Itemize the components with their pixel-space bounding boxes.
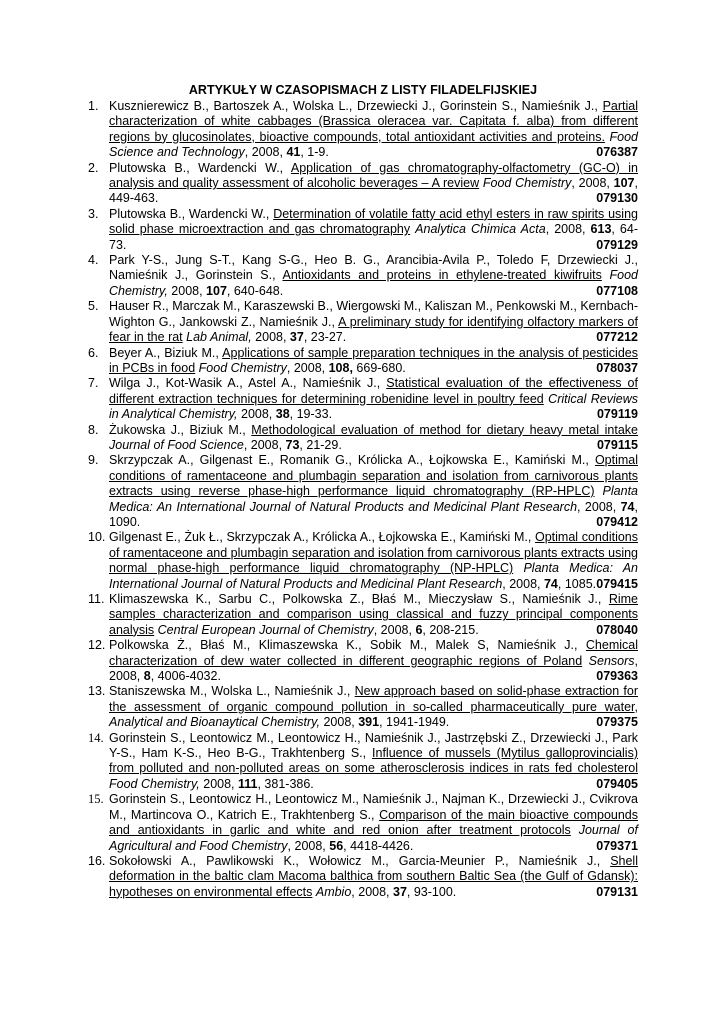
entry-journal: Sensors [588, 653, 635, 668]
publication-entry [88, 530, 638, 592]
entry-volume: 391 [358, 715, 380, 730]
entry-pages: , 1-9. [300, 145, 329, 160]
entry-authors: Wilga J., Kot-Wasik A., Astel A., Namieśnik J., [109, 376, 381, 391]
entry-journal: Ambio [315, 884, 352, 899]
entry-pages: , 64-73. [109, 222, 638, 252]
entry-number: 11. [88, 592, 105, 606]
entry-code: 078037 [596, 360, 638, 375]
entry-number: 3. [88, 206, 99, 221]
entry-pages: , 93-100. [406, 884, 457, 899]
entry-code: 079131 [596, 884, 638, 899]
entry-pages: , 1090. [109, 499, 638, 529]
publication-entry [88, 346, 638, 377]
publication-entry [88, 638, 638, 684]
entry-year: , 2008, [243, 437, 286, 452]
entry-pages: , 19-33. [289, 407, 333, 422]
entry-code: 079115 [596, 437, 638, 452]
entry-volume: 74 [543, 576, 558, 591]
entry-journal: Journal of Food Science [109, 437, 244, 452]
entry-title: Methodological evaluation of method for dietary heavy metal intake [251, 422, 638, 437]
entry-title: Comparison of the main bioactive compounds and antioxidants in garlic and white and red onion after treatment protocols [109, 807, 638, 838]
publication-list [88, 99, 638, 900]
entry-number: 5. [88, 299, 99, 314]
entry-authors: Beyer A., Biziuk M., [109, 345, 219, 360]
entry-year: , 2008, [244, 145, 287, 160]
publication-entry [88, 453, 638, 530]
entry-title: A preliminary study for identifying olfactory markers of fear in the rat [109, 314, 638, 345]
entry-title: Antioxidants and proteins in ethylene-treated kiwifruits [282, 268, 602, 283]
entry-title: Shell deformation in the baltic clam Macoma balthica from southern Baltic Sea (the Gulf of Gdansk): hypotheses on environmental effects [109, 853, 638, 899]
publication-entry [88, 207, 638, 253]
entry-journal: Food Chemistry, [109, 776, 200, 791]
entry-volume: 111 [238, 776, 258, 791]
publication-entry [88, 253, 638, 299]
entry-volume: 37 [393, 884, 407, 899]
entry-journal: Analytical and Bioanaytical Chemistry, [109, 715, 320, 730]
entry-journal: Central European Journal of Chemistry [157, 622, 374, 637]
entry-year: , 2008, [545, 222, 591, 237]
entry-journal: Food Chemistry, [109, 268, 638, 298]
entry-year: 2008, [319, 715, 359, 730]
entry-number: 12. [88, 638, 106, 653]
entry-authors: Gorinstein S., Leontowicz M., Leontowicz H., Namieśnik J., Jastrzębski Z., Drzewiecki J., Park Y-S., Ham K-S., Heo B-G., Trakhtenberg S., [109, 730, 638, 761]
entry-year: , 2008, [577, 499, 621, 514]
entry-number: 2. [88, 160, 99, 175]
entry-pages: , 449-463. [109, 176, 638, 206]
entry-volume: 107 [613, 176, 635, 191]
publication-entry [88, 376, 638, 422]
entry-number: 7. [88, 376, 99, 391]
publication-entry [88, 592, 638, 638]
entry-title: Influence of mussels (Mytilus galloprovincialis) from polluted and non-polluted areas on some atherosclerosis indices in rats fed cholesterol [109, 746, 638, 776]
entry-authors: Kusznierewicz B., Bartoszek A., Wolska L., Drzewiecki J., Gorinstein S., Namieśnik J., [109, 99, 598, 113]
entry-code: 079129 [596, 237, 638, 252]
entry-journal: Food Chemistry [198, 360, 287, 375]
entry-title: Application of gas chromatography-olfactometry (GC-O) in analysis and quality assessment of alcoholic beverages – A review [109, 160, 638, 191]
entry-journal: Journal of Agricultural and Food Chemistry [109, 823, 638, 853]
publication-entry [88, 161, 638, 207]
entry-authors: Skrzypczak A., Gilgenast E., Romanik G., Królicka A., Łojkowska E., Kamiński M., [109, 453, 589, 468]
entry-volume: 38 [275, 407, 290, 422]
entry-number: 16. [88, 853, 106, 868]
entry-year: , 2008, [287, 838, 330, 853]
entry-year: , 2008, [286, 360, 329, 375]
entry-number: 4. [88, 253, 99, 268]
entry-pages: , 21-29. [299, 437, 342, 452]
entry-code: 078040 [596, 622, 638, 637]
entry-title: Optimal conditions of ramentaceone and plumbagin separation and isolation from carnivorous plants extracts using normal phase-high performance liquid chromatography (NP-HPLC) [109, 530, 638, 576]
entry-journal: Planta Medica: An International Journal of Natural Products and Medicinal Plant Research [109, 484, 638, 514]
entry-year: 2008, [237, 407, 276, 422]
entry-authors: Plutowska B., Wardencki W., [109, 160, 284, 175]
entry-volume: 8 [143, 669, 151, 684]
entry-volume: 613 [590, 222, 612, 237]
entry-pages: 669-680. [352, 360, 406, 375]
page-title: ARTYKUŁY W CZASOPISMACH Z LISTY FILADELFIJSKIEJ [188, 83, 538, 97]
entry-pages: , 381-386. [257, 776, 314, 791]
entry-volume: 56 [329, 838, 344, 853]
publication-entry [88, 684, 638, 730]
entry-volume: 37 [289, 330, 304, 345]
entry-pages: , 208-215. [422, 622, 479, 637]
entry-code: 077212 [596, 330, 638, 345]
entry-journal: Food Chemistry [482, 176, 572, 191]
entry-pages: , 23-27. [303, 330, 347, 345]
entry-title: Partial characterization of white cabbages (Brassica oleracea var. Capitata f. alba) from different regions by glucosinolates, bioactive compounds, total antioxidant activities and proteins. [109, 99, 638, 144]
entry-title: Applications of sample preparation techniques in the analysis of pesticides in PCBs in food [109, 345, 638, 375]
entry-title: Determination of volatile fatty acid ethyl esters in raw spirits using solid phase microextraction and gas chromatography [109, 206, 638, 237]
entry-code: 079405 [596, 776, 638, 791]
entry-year: 2008, [251, 330, 290, 345]
entry-year: , 2008, [373, 622, 416, 637]
entry-title: Statistical evaluation of the effectiveness of different extraction techniques for determining robenidine level in poultry feed [109, 376, 638, 406]
entry-code: 079119 [596, 407, 638, 422]
entry-title: New approach based on solid-phase extraction for the assessment of organic compound pollution in so-called pharmaceutically pure water, [109, 684, 639, 714]
entry-authors: Polkowska Ż., Błaś M., Klimaszewska K., Sobik M., Malek S, Namieśnik J., [109, 638, 578, 653]
entry-pages: , 1941-1949. [379, 715, 450, 730]
entry-journal: Food Science and Technology [109, 129, 638, 160]
entry-number: 13. [88, 684, 106, 699]
entry-authors: Plutowska B., Wardencki W., [109, 206, 270, 221]
entry-year: , 2008, [351, 884, 393, 899]
entry-volume: 74 [620, 499, 635, 514]
entry-authors: Żukowska J., Biziuk M., [109, 422, 246, 437]
entry-authors: Staniszewska M., Wolska L., Namieśnik J., [109, 684, 351, 699]
entry-volume: 73 [285, 437, 300, 452]
entry-journal: Planta Medica: An International Journal of Natural Products and Medicinal Plant Research [109, 561, 639, 591]
publication-entry [88, 99, 638, 161]
entry-year: 2008, [167, 283, 207, 298]
entry-code: 079375 [596, 715, 638, 730]
entry-code: 079130 [596, 191, 638, 206]
entry-code: 079412 [596, 514, 638, 529]
entry-code: 079371 [596, 838, 638, 853]
entry-number: 10. [88, 530, 106, 545]
entry-title: Rime samples characterization and comparison using classical and fuzzy principal components analysis [109, 592, 638, 637]
entry-number: 9. [88, 453, 99, 468]
entry-volume: 41 [286, 145, 301, 160]
entry-pages: , 4418-4426. [343, 838, 414, 853]
entry-year: , 2008, [571, 176, 614, 191]
entry-pages: , 4006-4032. [150, 669, 221, 684]
entry-number: 6. [88, 345, 99, 360]
entry-code: 079415 [596, 576, 638, 591]
entry-number: 8. [88, 422, 99, 437]
entry-volume: 107 [206, 283, 227, 298]
publication-entry [88, 792, 638, 854]
entry-code: 077108 [596, 283, 638, 298]
entry-pages: , 1085. [557, 576, 597, 591]
entry-authors: Sokołowski A., Pawlikowski K., Wołowicz M., Garcia-Meunier P., Namieśnik J., [109, 853, 601, 868]
entry-year: , 2008, [109, 653, 638, 684]
entry-volume: 108, [328, 360, 353, 375]
entry-year: , 2008, [502, 576, 544, 591]
entry-volume: 6 [415, 622, 423, 637]
entry-code: 079363 [596, 669, 638, 684]
entry-journal: Lab Animal, [186, 330, 252, 345]
publication-entry [88, 854, 638, 900]
entry-number: 14. [88, 730, 104, 745]
entry-authors: Klimaszewska K., Sarbu C., Polkowska Z., Błaś M., Mieczysław S., Namieśnik J., [109, 592, 602, 606]
entry-code: 076387 [596, 145, 638, 160]
entry-authors: Gilgenast E., Żuk Ł., Skrzypczak A., Królicka A., Łojkowska E., Kamiński M., [109, 530, 532, 545]
entry-year: 2008, [199, 776, 238, 791]
publication-entry [88, 731, 638, 793]
entry-title: Optimal conditions of ramentaceone and plumbagin separation and isolation from carnivorous plants extracts using reverse phase-high performance liquid chromatography (RP-HPLC) [109, 453, 639, 499]
entry-title: Chemical characterization of dew water collected in different geographic regions of Poland [109, 638, 638, 668]
entry-pages: , 640-648. [226, 283, 284, 298]
entry-authors: Gorinstein S., Leontowicz H., Leontowicz M., Namieśnik J., Najman K., Drzewiecki J., Cvikrova M., Martincova O., Katrich E., Trakhtenberg S., [109, 792, 638, 822]
entry-authors: Park Y-S., Jung S-T., Kang S-G., Heo B. G., Arancibia-Avila P., Toledo F, Drzewiecki J., Namieśnik J., Gorinstein S., [109, 253, 638, 283]
entry-journal: Critical Reviews in Analytical Chemistry, [109, 391, 639, 422]
entry-journal: Analytica Chimica Acta [415, 222, 546, 237]
entry-number: 1. [88, 99, 99, 113]
entry-number: 15. [88, 792, 104, 807]
publication-entry [88, 423, 638, 454]
publication-entry [88, 299, 638, 345]
entry-authors: Hauser R., Marczak M., Karaszewski B., Wiergowski M., Kaliszan M., Penkowski M., Kernbach-Wighton G., Jankowski Z., Namieśnik J., [109, 299, 638, 329]
